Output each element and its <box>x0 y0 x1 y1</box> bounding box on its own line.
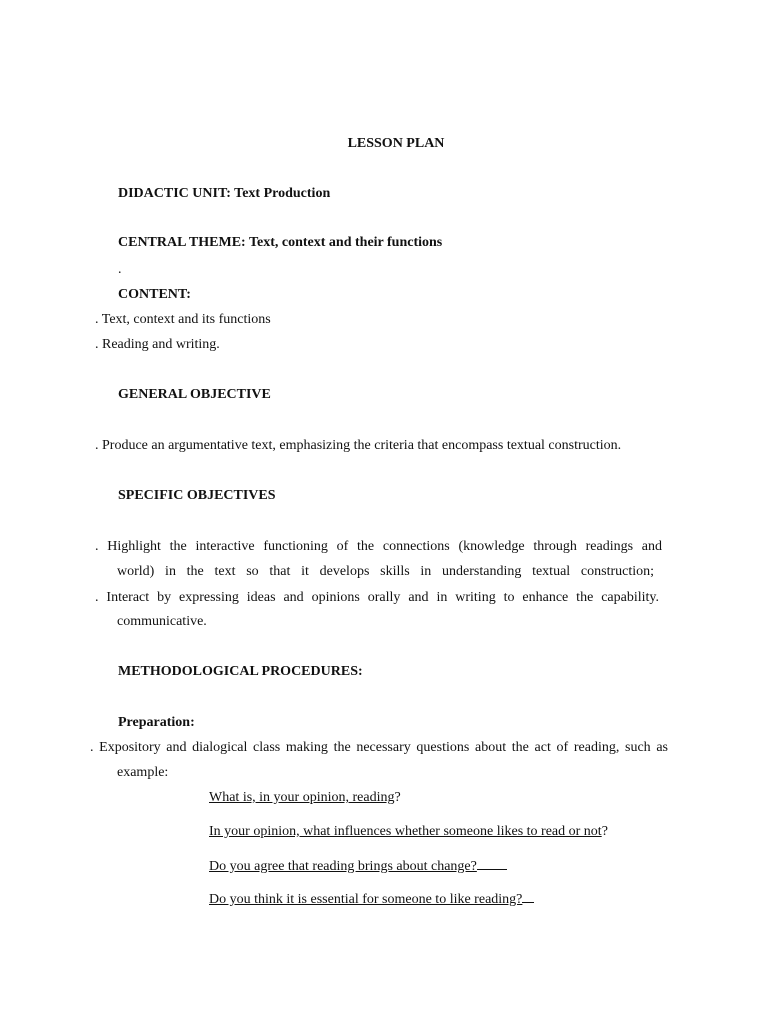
specific-objective-2-line-1 <box>95 585 659 610</box>
dot-line: . <box>118 262 122 277</box>
content-item: . Reading and writing. <box>95 337 220 352</box>
content-item: . Text, context and its functions <box>95 312 271 327</box>
preparation-line-2: example: <box>117 765 169 780</box>
question-trailing-rule <box>522 889 534 903</box>
question-text: In your opinion, what influences whether someone likes to read or not <box>209 824 602 839</box>
methodological-procedures-heading: METHODOLOGICAL PROCEDURES: <box>118 664 363 679</box>
question-suffix: ? <box>601 824 608 839</box>
question-item <box>209 856 507 876</box>
preparation-line-1 <box>90 735 668 760</box>
question-text: What is, in your opinion, reading <box>209 790 395 805</box>
general-objective-heading: GENERAL OBJECTIVE <box>118 387 271 402</box>
preparation-text: . Expository and dialogical class making the necessary questions about the act of reading, such as <box>90 740 668 755</box>
question-item <box>209 789 401 807</box>
specific-objective-1-line-2 <box>117 559 654 584</box>
specific-objective-1-line-1 <box>95 534 662 559</box>
preparation-heading: Preparation: <box>118 715 195 730</box>
question-item <box>209 823 608 841</box>
specific-objective-text: world) in the text so that it develops skills in understanding textual construction; <box>117 564 654 579</box>
specific-objective-2-line-2: communicative. <box>117 614 207 629</box>
specific-objectives-heading: SPECIFIC OBJECTIVES <box>118 488 276 503</box>
specific-objective-text: . Highlight the interactive functioning of the connections (knowledge through readings and <box>95 539 662 554</box>
question-suffix: ? <box>394 790 401 805</box>
question-item <box>209 889 534 909</box>
question-trailing-rule <box>477 856 507 870</box>
specific-objective-text: . Interact by expressing ideas and opinions orally and in writing to enhance the capability. <box>95 590 659 605</box>
didactic-unit: DIDACTIC UNIT: Text Production <box>118 186 331 201</box>
question-text: Do you think it is essential for someone to like reading? <box>209 892 523 907</box>
content-heading: CONTENT: <box>118 287 191 302</box>
central-theme: CENTRAL THEME: Text, context and their functions <box>118 235 443 250</box>
page-title: LESSON PLAN <box>347 136 445 151</box>
general-objective-item: . Produce an argumentative text, emphasizing the criteria that encompass textual construction. <box>95 438 622 453</box>
question-text: Do you agree that reading brings about change? <box>209 859 477 874</box>
